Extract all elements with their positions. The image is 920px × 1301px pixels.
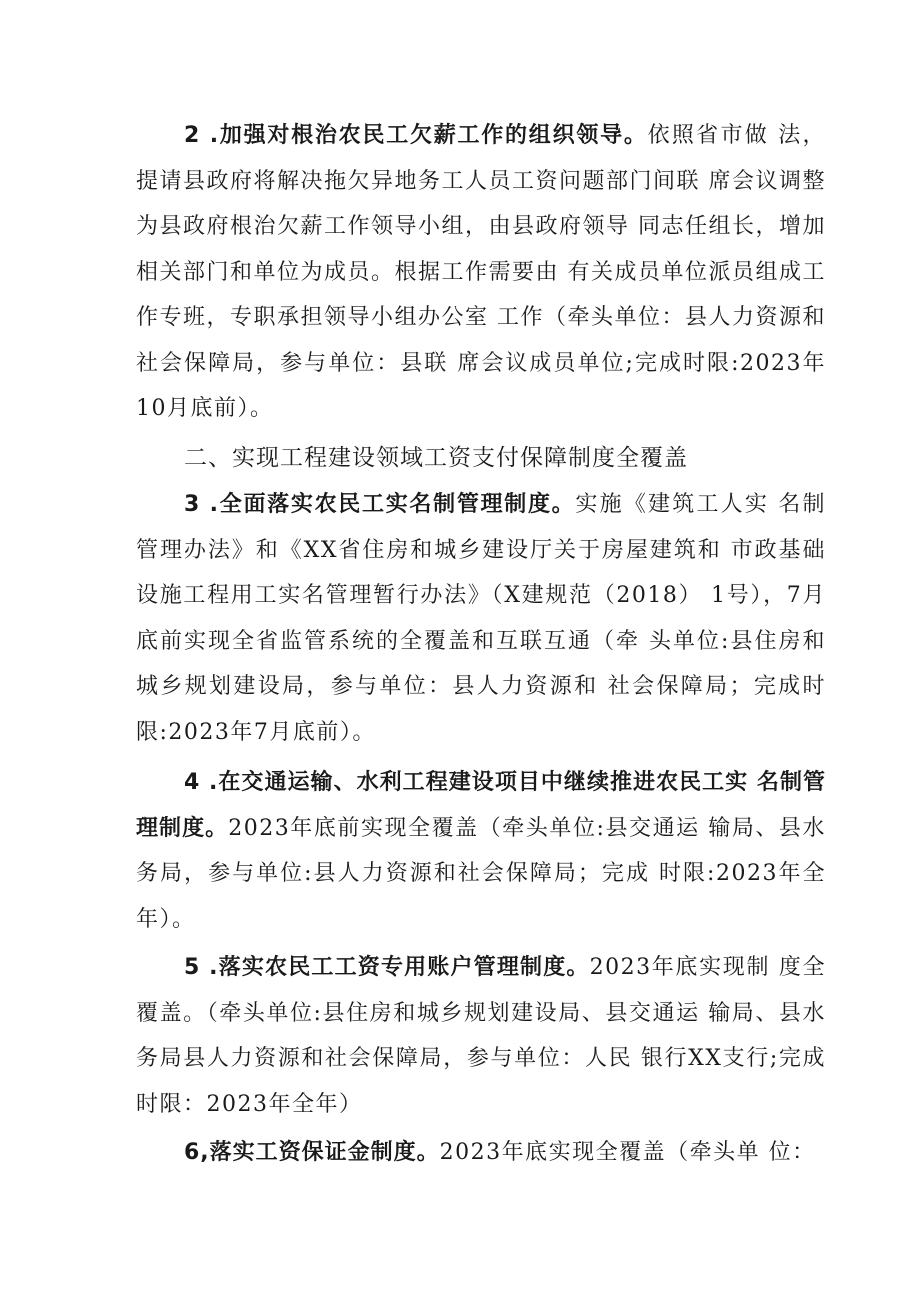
paragraph-5-lead: 5 .落实农民工工资专用账户管理制度。 bbox=[184, 955, 590, 980]
paragraph-4-lead: 4 .在交通运输、水利工程建设项目中继续推进农民工实 名制管理制度。 bbox=[136, 770, 826, 841]
section-heading-2: 二、实现工程建设领域工资支付保障制度全覆盖 bbox=[184, 445, 688, 471]
paragraph-4-body: 2023年底前实现全覆盖（牵头单位:县交通运 输局、县水务局，参与单位:县人力资源和社会保障局；完成 时限:2023年全年）。 bbox=[136, 815, 826, 932]
paragraph-2 bbox=[136, 113, 826, 432]
paragraph-5 bbox=[136, 945, 826, 1127]
paragraph-4 bbox=[136, 760, 826, 942]
paragraph-2-lead: 2 .加强对根治农民工欠薪工作的组织领导。 bbox=[184, 123, 648, 148]
paragraph-2-body: 依照省市做 法，提请县政府将解决拖欠异地务工人员工资问题部门间联 席会议调整为县政府根治欠薪工作领导小组，由县政府领导 同志任组长，增加相关部门和单位为成员。根据工作需要由 有关成员单位派员组成工作专班，专职承担领导小组办公室 工作（牵头单位：县人力资源和社会保障局，参与单位：县联 席会议成员单位;完成时限:2023年10月底前）。 bbox=[136, 123, 826, 421]
paragraph-6-body: 2023年底实现全覆盖（牵头单 位： bbox=[439, 1140, 816, 1165]
paragraph-3 bbox=[136, 482, 826, 755]
paragraph-3-body: 实施《建筑工人实 名制管理办法》和《XX省住房和城乡建设厅关于房屋建筑和 市政基础设施工程用工实名管理暂行办法》（X建规范（2018） 1号），7月底前实现全省监管系统的全覆盖和互联互通（牵 头单位:县住房和城乡规划建设局，参与单位：县人力资源和 社会保障局；完成时限:2023年7月底前）。 bbox=[136, 492, 827, 745]
paragraph-3-lead: 3 .全面落实农民工实名制管理制度。 bbox=[184, 492, 576, 517]
paragraph-6-lead: 6,落实工资保证金制度。 bbox=[184, 1140, 440, 1165]
paragraph-6 bbox=[136, 1130, 826, 1176]
paragraph-5-body: 2023年底实现制 度全覆盖。（牵头单位:县住房和城乡规划建设局、县交通运 输局、县水务局县人力资源和社会保障局，参与单位：人民 银行XX支行;完成时限：2023年全年） bbox=[136, 955, 827, 1117]
